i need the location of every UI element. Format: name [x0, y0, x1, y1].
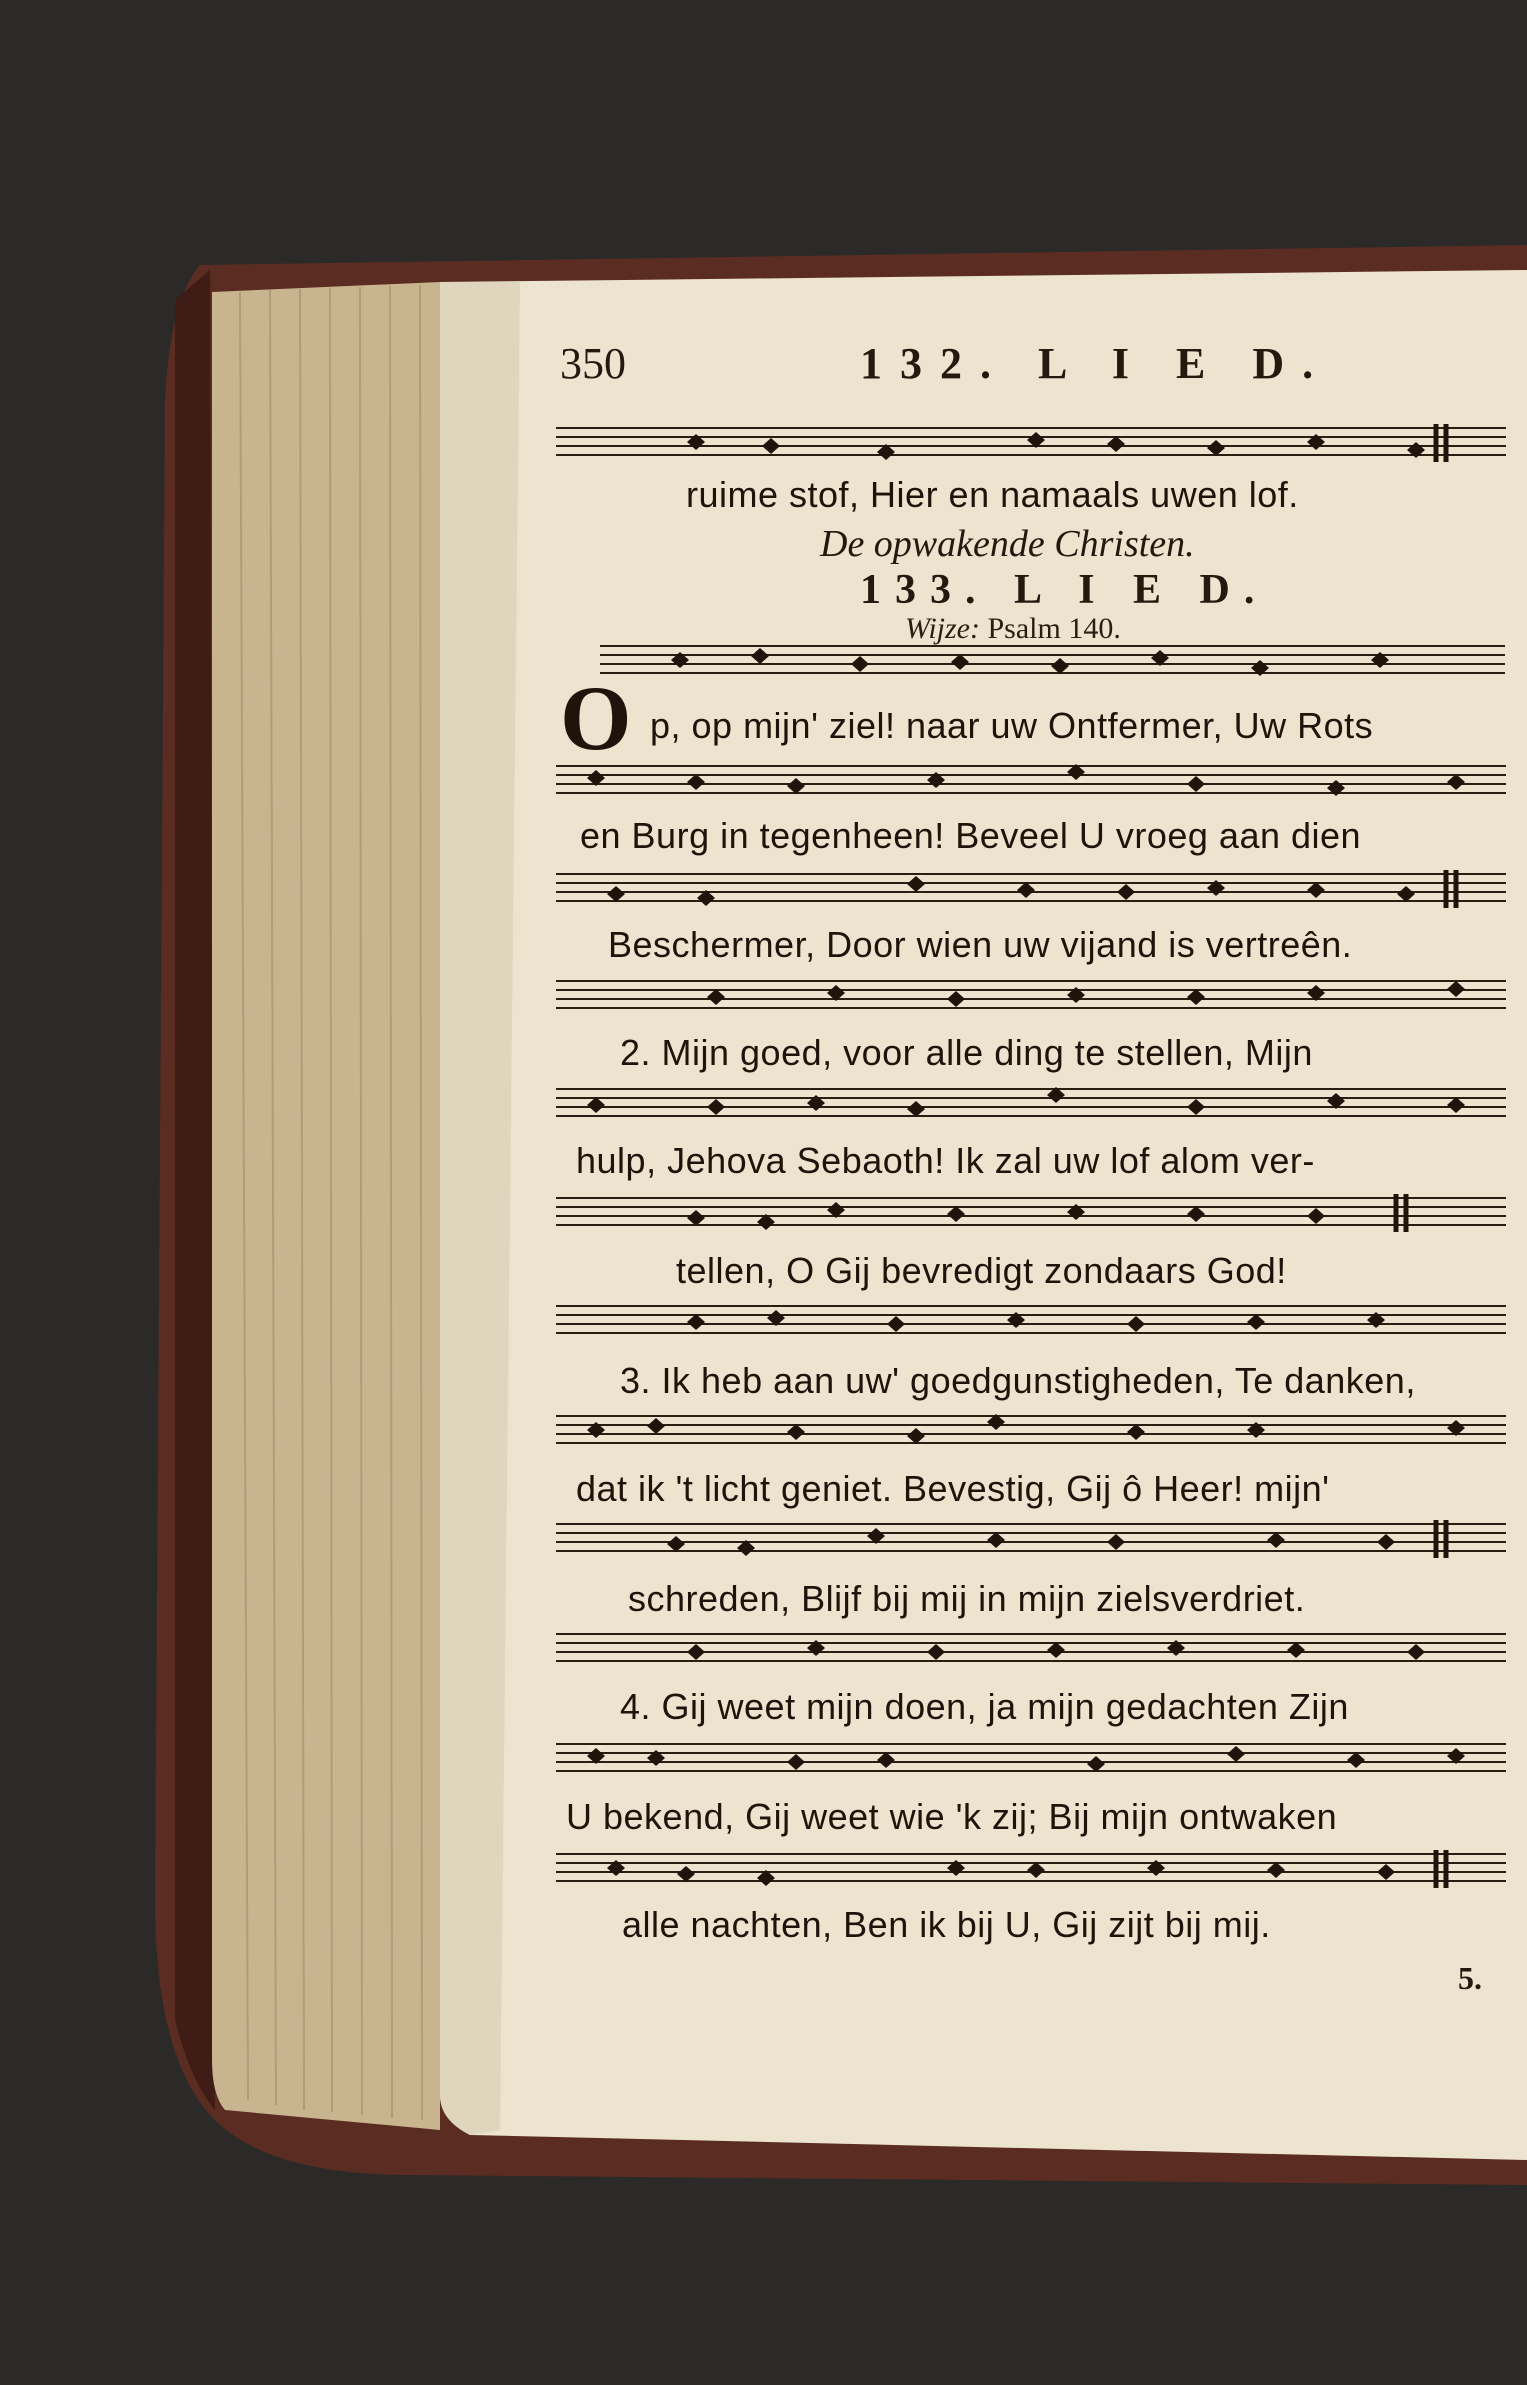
lyric-line: dat ik 't licht geniet. Bevestig, Gij ô Heer! mijn' — [576, 1468, 1330, 1509]
lyric-line: alle nachten, Ben ik bij U, Gij zijt bij mij. — [622, 1904, 1271, 1945]
music-staff — [556, 1738, 1506, 1782]
music-staff — [556, 1083, 1506, 1127]
music-staff — [556, 1410, 1506, 1454]
lyric-line: ruime stof, Hier en namaals uwen lof. — [686, 474, 1299, 515]
section-heading: De opwakende Christen. — [820, 523, 1195, 565]
drop-cap: O — [560, 667, 632, 769]
music-staff — [556, 1300, 1506, 1344]
catchword: 5. — [1458, 1960, 1482, 1996]
music-staff — [556, 1192, 1506, 1236]
tune-label: Wijze: — [905, 612, 980, 645]
lyric-line: U bekend, Gij weet wie 'k zij; Bij mijn ontwaken — [566, 1796, 1338, 1837]
lyric-line: schreden, Blijf bij mij in mijn zielsverdriet. — [628, 1578, 1306, 1619]
lyric-line: 3. Ik heb aan uw' goedgunstigheden, Te danken, — [620, 1360, 1416, 1401]
lyric-line: en Burg in tegenheen! Beveel U vroeg aan dien — [580, 815, 1362, 856]
lyric-line: hulp, Jehova Sebaoth! Ik zal uw lof alom ver- — [576, 1140, 1315, 1181]
music-staff — [556, 760, 1506, 804]
music-staff — [556, 1518, 1506, 1562]
running-title: 132. L I E D. — [860, 339, 1332, 388]
music-staff — [600, 640, 1505, 684]
page-number: 350 — [560, 339, 626, 388]
lyric-line: 4. Gij weet mijn doen, ja mijn gedachten Zijn — [620, 1686, 1349, 1727]
tune-name: Psalm 140. — [987, 612, 1121, 645]
music-staff — [556, 422, 1506, 466]
lyric-line: tellen, O Gij bevredigt zondaars God! — [676, 1250, 1287, 1291]
music-staff — [556, 1848, 1506, 1892]
lyric-line: 2. Mijn goed, voor alle ding te stellen, Mijn — [620, 1032, 1313, 1073]
music-staff — [556, 975, 1506, 1019]
music-staff — [556, 868, 1506, 912]
hymn-title: 133. L I E D. — [860, 567, 1269, 613]
page-header — [560, 338, 1495, 404]
lyric-line: p, op mijn' ziel! naar uw Ontfermer, Uw Rots — [650, 705, 1374, 746]
lyric-line: Beschermer, Door wien uw vijand is vertreên. — [608, 924, 1353, 965]
music-staff — [556, 1628, 1506, 1672]
